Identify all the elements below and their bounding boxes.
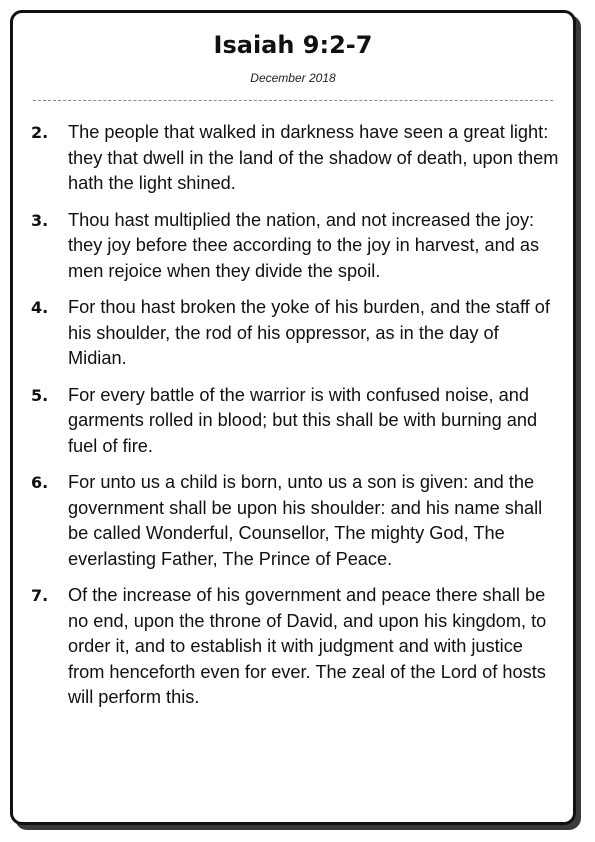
- page-title: Isaiah 9:2-7: [213, 31, 373, 59]
- verse-text: The people that walked in darkness have seen a great light: they that dwell in the land of the shadow of death, upon them hath the light shined.: [68, 122, 559, 193]
- verse-text: For unto us a child is born, unto us a son is given: and the government shall be upon his shoulder: and his name shall be called Wonderful, Counsellor, The mighty God, The everlasting Father, The Prince of Peace.: [68, 472, 543, 569]
- verse-text: For thou hast broken the yoke of his burden, and the staff of his shoulder, the rod of his oppressor, as in the day of Midian.: [68, 297, 550, 368]
- verse-number: 3.: [31, 210, 49, 230]
- verse-number: 2.: [31, 123, 49, 142]
- verse-item: [31, 470, 561, 572]
- divider: [33, 100, 553, 101]
- verse-item: [31, 583, 561, 711]
- verse-list: [31, 120, 561, 722]
- verse-item: [31, 295, 561, 372]
- verse-text: For every battle of the warrior is with confused noise, and garments rolled in blood; but this shall be with burning and fuel of fire.: [68, 384, 538, 456]
- verse-item: [31, 120, 561, 197]
- verse-item: [31, 208, 561, 285]
- verse-item: [31, 383, 561, 460]
- verse-text: Of the increase of his government and peace there shall be no end, upon the throne of David, and upon his kingdom, to order it, and to establish it with judgment and with justice from henceforth even for ever. The zeal of the Lord of hosts will perform this.: [68, 585, 547, 707]
- verse-number: 4.: [31, 298, 49, 317]
- date-subtitle: December 2018: [250, 71, 336, 85]
- verse-number: 7.: [31, 586, 49, 605]
- verse-number: 5.: [31, 385, 49, 405]
- verse-number: 6.: [31, 473, 49, 492]
- scripture-card: [10, 10, 576, 825]
- verse-text: Thou hast multiplied the nation, and not increased the joy: they joy before thee according to the joy in harvest, and as men rejoice when they divide the spoil.: [68, 209, 540, 281]
